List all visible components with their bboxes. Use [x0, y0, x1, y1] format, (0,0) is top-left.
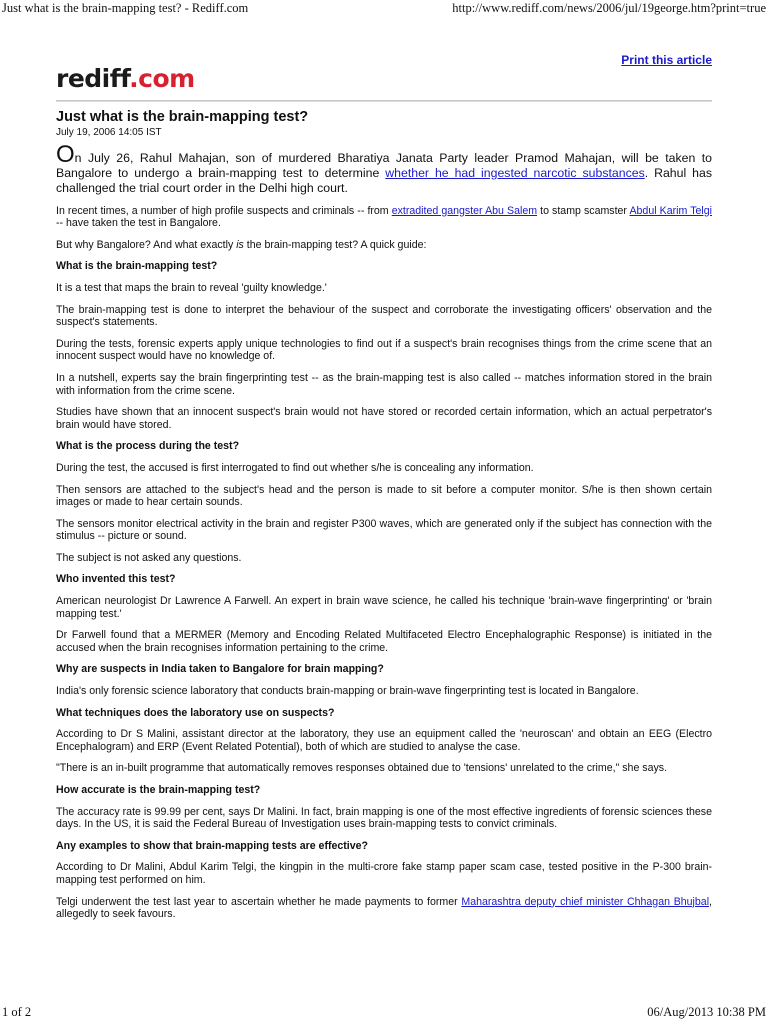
question-heading: Who invented this test? [56, 573, 176, 586]
question-heading: What techniques does the laboratory use on suspects? [56, 706, 335, 719]
guide-intro-paragraph: But why Bangalore? And what exactly is the brain-mapping test? A quick guide: [56, 238, 427, 251]
abdul-karim-telgi-link[interactable]: Abdul Karim Telgi [629, 204, 712, 217]
answer-paragraph: The brain-mapping test is done to interpret the behaviour of the suspect and corroborate the investigating officers' observation and the suspect's statements. [56, 303, 712, 329]
article-date: July 19, 2006 14:05 IST [56, 127, 162, 138]
question-heading: What is the process during the test? [56, 440, 240, 453]
lead-paragraph: On July 26, Rahul Mahajan, son of murdered Bharatiya Janata Party leader Pramod Mahajan, will be taken to Bangalore to undergo a brain-mapping test to determine whether he had ingested narcotic substances. Rahul has challenged the trial court order in the Delhi high court. [56, 140, 712, 195]
article-body [56, 108, 712, 930]
print-page-url: http://www.rediff.com/news/2006/jul/19george.htm?print=true [452, 1, 766, 15]
print-header [0, 0, 768, 20]
logo-tld: .com [129, 64, 195, 93]
header-divider [56, 100, 712, 102]
article-title: Just what is the brain-mapping test? [56, 109, 309, 125]
intro-paragraph: In recent times, a number of high profile suspects and criminals -- from extradited gangster Abu Salem to stamp scamster Abdul Karim Telgi -- have taken the test in Bangalore. [56, 204, 712, 230]
logo-brand: rediff [56, 64, 130, 93]
answer-paragraph: It is a test that maps the brain to reveal 'guilty knowledge.' [56, 281, 327, 294]
print-page-title: Just what is the brain-mapping test? - Rediff.com [2, 1, 249, 15]
print-footer [0, 1002, 768, 1024]
question-heading: How accurate is the brain-mapping test? [56, 784, 261, 796]
print-datetime: 06/Aug/2013 10:38 PM [647, 1005, 766, 1019]
abu-salem-link[interactable]: extradited gangster Abu Salem [391, 204, 538, 217]
narcotic-substances-link[interactable]: whether he had ingested narcotic substances [385, 165, 645, 180]
answer-paragraph: American neurologist Dr Lawrence A Farwell. An expert in brain wave science, he called his technique 'brain-wave fingerprinting' or 'brain mapping test.' [56, 595, 712, 620]
answer-paragraph: The sensors monitor electrical activity in the brain and register P300 waves, which are generated only if the subject has connection with the stimulus -- picture or sound. [56, 517, 712, 543]
answer-paragraph: Then sensors are attached to the subject's head and the person is made to sit before a computer monitor. S/he is then shown certain images or made to hear certain sounds. [56, 483, 712, 509]
answer-paragraph: The accuracy rate is 99.99 per cent, says Dr Malini. In fact, brain mapping is one of the most effective ingredients of forensic sciences these days. In the US, it is said the Federal Bureau of Investigation uses brain-mapping tests to convict criminals. [56, 805, 712, 831]
drop-cap: O [56, 140, 75, 168]
question-heading: What is the brain-mapping test? [56, 260, 218, 273]
answer-paragraph: Dr Farwell found that a MERMER (Memory and Encoding Related Multifaceted Electro Encephalographic Response) is initiated in the accused when the brain recognises information pertaining to the crime. [56, 629, 712, 654]
answer-paragraph: Telgi underwent the test last year to ascertain whether he made payments to former Maharashtra deputy chief minister Chhagan Bhujbal, allegedly to seek favours. [56, 895, 712, 921]
answer-paragraph: During the tests, forensic experts apply unique technologies to find out if a suspect's brain recognises things from the crime scene that an innocent suspect would have no knowledge of. [56, 337, 712, 363]
page-number: 1 of 2 [2, 1005, 32, 1019]
answer-paragraph: The subject is not asked any questions. [56, 551, 242, 564]
question-heading: Any examples to show that brain-mapping tests are effective? [56, 839, 369, 852]
question-heading: Why are suspects in India taken to Bangalore for brain mapping? [56, 663, 384, 676]
answer-paragraph: In a nutshell, experts say the brain fingerprinting test -- as the brain-mapping test is also called -- matches information stored in the brain with information from the crime scene. [56, 371, 712, 397]
answer-paragraph: India's only forensic science laboratory that conducts brain-mapping or brain-wave fingerprinting test is located in Bangalore. [56, 685, 639, 698]
answer-paragraph: According to Dr Malini, Abdul Karim Telgi, the kingpin in the multi-crore fake stamp paper scam case, tested positive in the P-300 brain-mapping test performed on him. [56, 861, 712, 886]
answer-paragraph: During the test, the accused is first interrogated to find out whether s/he is concealing any information. [56, 461, 534, 474]
chhagan-bhujbal-link[interactable]: Maharashtra deputy chief minister Chhagan Bhujbal [461, 895, 710, 908]
print-article-link[interactable]: Print this article [621, 53, 712, 67]
answer-paragraph: According to Dr S Malini, assistant director at the laboratory, they use an equipment called the 'neuroscan' and obtain an EEG (Electro Encephalogram) and ERP (Event Related Potential), both of which are studied to analyse the case. [56, 728, 712, 753]
answer-paragraph: Studies have shown that an innocent suspect's brain would not have stored or recorded certain information, which an actual perpetrator's brain would have stored. [56, 406, 712, 431]
answer-paragraph: "There is an in-built programme that automatically removes responses obtained due to 'tensions' unrelated to the crime," she says. [56, 762, 668, 775]
rediff-logo[interactable] [56, 64, 195, 93]
